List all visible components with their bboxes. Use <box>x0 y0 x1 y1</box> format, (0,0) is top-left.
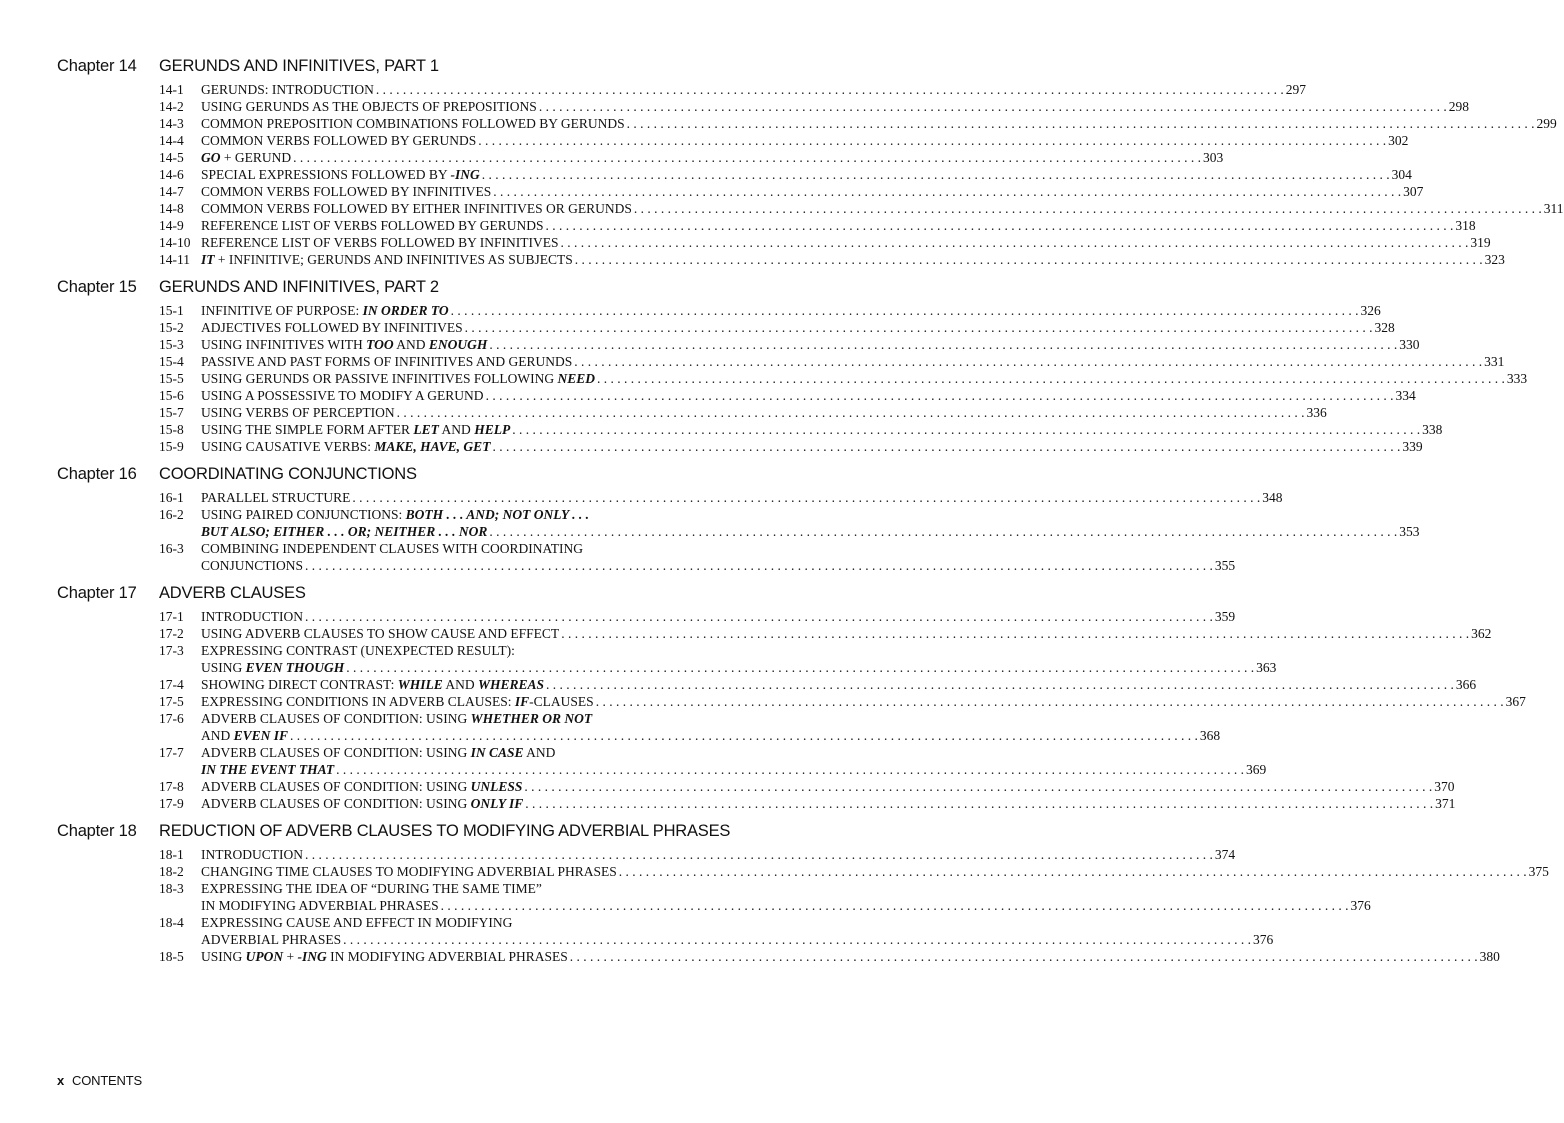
entry-text: -CLAUSES <box>529 694 594 709</box>
section-list <box>159 302 1528 455</box>
entry-text: COMMON VERBS FOLLOWED BY INFINITIVES <box>201 184 492 199</box>
chapter-title: ADVERB CLAUSES <box>159 584 306 602</box>
toc-entry[interactable] <box>159 183 1424 200</box>
dot-leader <box>305 557 1213 574</box>
page-ref: 298 <box>1448 99 1469 114</box>
section-number: 15-5 <box>159 371 184 386</box>
entry-title-line <box>201 234 1491 251</box>
entry-title-line <box>201 438 1423 455</box>
chapter-label: Chapter 15 <box>57 278 137 296</box>
section-number: 18-3 <box>159 881 184 896</box>
entry-text: INFINITIVE OF PURPOSE: <box>201 303 363 318</box>
toc-entry[interactable] <box>159 778 1455 795</box>
section-number: 14-10 <box>159 235 191 250</box>
toc-entry[interactable] <box>159 115 1557 132</box>
section-number: 17-5 <box>159 694 184 709</box>
footer-section-label: CONTENTS <box>72 1073 142 1088</box>
section-number: 17-4 <box>159 677 184 692</box>
entry-title-line <box>201 302 1381 319</box>
entry-text: USING A POSSESSIVE TO MODIFY A GERUND <box>201 388 484 403</box>
toc-entry[interactable] <box>159 353 1505 370</box>
toc-entry[interactable] <box>159 880 1371 914</box>
emphasized-term: HELP <box>474 422 511 437</box>
emphasized-term: MAKE, HAVE, GET <box>374 439 491 454</box>
chapter-heading <box>57 821 747 841</box>
entry-text: USING GERUNDS OR PASSIVE INFINITIVES FOLLOWING <box>201 371 558 386</box>
page-ref: 380 <box>1479 949 1500 964</box>
emphasized-term: EVEN THOUGH <box>245 660 345 675</box>
entry-text: + GERUND <box>220 150 292 165</box>
entry-text: INTRODUCTION <box>201 609 303 624</box>
entry-text: USING VERBS OF PERCEPTION <box>201 405 395 420</box>
page-ref: 323 <box>1484 252 1505 267</box>
entry-title-line <box>201 336 1420 353</box>
entry-title-line <box>201 166 1412 183</box>
emphasized-term: NEED <box>557 371 596 386</box>
toc-entry[interactable] <box>159 166 1412 183</box>
toc-entry[interactable] <box>159 676 1477 693</box>
dot-leader <box>290 727 1198 744</box>
entry-text: COMMON VERBS FOLLOWED BY EITHER INFINITIVES OR GERUNDS <box>201 201 632 216</box>
page-number: x <box>57 1073 65 1088</box>
toc-entry[interactable] <box>159 421 1443 438</box>
page-ref: 328 <box>1374 320 1395 335</box>
dot-leader <box>574 353 1482 370</box>
dot-leader <box>597 370 1505 387</box>
entry-title-line <box>201 557 1236 574</box>
section-number: 17-7 <box>159 745 184 760</box>
entry-text: COMMON PREPOSITION COMBINATIONS FOLLOWED BY GERUNDS <box>201 116 625 131</box>
section-number: 14-5 <box>159 150 184 165</box>
dot-leader <box>482 166 1390 183</box>
entry-text: SHOWING DIRECT CONTRAST: <box>201 677 398 692</box>
entry-text: + <box>283 949 298 964</box>
page-ref: 367 <box>1505 694 1526 709</box>
entry-title-line <box>201 523 1420 540</box>
dot-leader <box>546 217 1454 234</box>
page-ref: 336 <box>1306 405 1327 420</box>
dot-leader <box>561 234 1469 251</box>
section-number: 14-3 <box>159 116 184 131</box>
entry-text: IN MODIFYING ADVERBIAL PHRASES <box>326 949 568 964</box>
page-ref: 302 <box>1388 133 1409 148</box>
section-number: 15-2 <box>159 320 184 335</box>
entry-text: PASSIVE AND PAST FORMS OF INFINITIVES AND GERUNDS <box>201 354 573 369</box>
toc-entry[interactable] <box>159 506 1420 540</box>
page-ref: 362 <box>1471 626 1492 641</box>
section-number: 18-2 <box>159 864 184 879</box>
entry-text: EXPRESSING CONTRAST (UNEXPECTED RESULT): <box>201 643 515 658</box>
dot-leader <box>570 948 1478 965</box>
chapter-title: REDUCTION OF ADVERB CLAUSES TO MODIFYING ADVERBIAL PHRASES <box>159 822 731 840</box>
page-ref: 311 <box>1543 201 1564 216</box>
entry-title-line <box>201 659 1277 676</box>
entry-title-line <box>201 676 1477 693</box>
chapter-label: Chapter 18 <box>57 822 137 840</box>
dot-leader <box>627 115 1535 132</box>
entry-text: USING <box>201 949 246 964</box>
entry-title-line <box>201 710 747 727</box>
section-number: 17-9 <box>159 796 184 811</box>
page-ref: 355 <box>1214 558 1236 573</box>
toc-entry[interactable] <box>159 404 1327 421</box>
section-number: 18-1 <box>159 847 184 862</box>
page-ref: 371 <box>1435 796 1456 811</box>
toc-entry[interactable] <box>159 863 1549 880</box>
toc-entry[interactable] <box>159 149 1224 166</box>
section-number: 14-4 <box>159 133 184 148</box>
emphasized-term: TOO <box>366 337 394 352</box>
dot-leader <box>305 846 1213 863</box>
page-ref: 331 <box>1484 354 1505 369</box>
toc-entry[interactable] <box>159 217 1476 234</box>
page-ref: 353 <box>1399 524 1420 539</box>
emphasized-term: WHILE <box>397 677 443 692</box>
entry-title-line <box>201 353 1505 370</box>
dot-leader <box>336 761 1244 778</box>
entry-title-line <box>201 183 1424 200</box>
toc-entry[interactable] <box>159 81 1306 98</box>
toc-entry[interactable] <box>159 251 1505 268</box>
chapter-heading <box>57 277 747 297</box>
emphasized-term: UNLESS <box>470 779 523 794</box>
emphasized-term: WHETHER OR NOT <box>470 711 593 726</box>
page-ref: 376 <box>1350 898 1371 913</box>
chapter-label: Chapter 17 <box>57 584 137 602</box>
toc-entry[interactable] <box>159 438 1423 455</box>
entry-title-line <box>201 370 1528 387</box>
entry-text: CHANGING TIME CLAUSES TO MODIFYING ADVERBIAL PHRASES <box>201 864 617 879</box>
entry-title-line <box>201 404 1327 421</box>
toc-entry[interactable] <box>159 948 1500 965</box>
toc-entry[interactable] <box>159 846 1236 863</box>
toc-entry[interactable] <box>159 795 1456 812</box>
emphasized-term: BUT ALSO; EITHER . . . OR; NEITHER . . . NOR <box>201 524 488 539</box>
section-list <box>159 489 1420 574</box>
entry-text: GERUNDS: INTRODUCTION <box>201 82 374 97</box>
section-number: 15-7 <box>159 405 184 420</box>
section-number: 14-6 <box>159 167 184 182</box>
entry-title-line <box>201 608 1236 625</box>
entry-text: ADVERB CLAUSES OF CONDITION: USING <box>201 779 471 794</box>
section-number: 17-6 <box>159 711 184 726</box>
toc-entry[interactable] <box>159 744 1267 778</box>
section-number: 17-2 <box>159 626 184 641</box>
entry-text: AND <box>393 337 429 352</box>
table-of-contents <box>57 56 1564 974</box>
entry-text: IN MODIFYING ADVERBIAL PHRASES <box>201 898 439 913</box>
section-number: 14-11 <box>159 252 190 267</box>
dot-leader <box>546 676 1454 693</box>
page-ref: 333 <box>1506 371 1528 386</box>
emphasized-term: WHEREAS <box>478 677 545 692</box>
section-number: 17-1 <box>159 609 184 624</box>
dot-leader <box>343 931 1251 948</box>
dot-leader <box>486 387 1394 404</box>
entry-text: USING <box>201 660 246 675</box>
toc-entry[interactable] <box>159 625 1492 642</box>
page-ref: 376 <box>1253 932 1274 947</box>
entry-text: AND <box>201 728 234 743</box>
dot-leader <box>293 149 1201 166</box>
dot-leader <box>525 795 1433 812</box>
entry-title-line <box>201 319 1395 336</box>
entry-title-line <box>201 81 1306 98</box>
dot-leader <box>539 98 1447 115</box>
emphasized-term: GO <box>201 150 221 165</box>
emphasized-term: -ING <box>297 949 327 964</box>
emphasized-term: IF <box>514 694 530 709</box>
entry-title-line <box>201 149 1224 166</box>
toc-entry[interactable] <box>159 370 1528 387</box>
page-footer <box>57 1073 142 1088</box>
page-ref: 369 <box>1246 762 1267 777</box>
section-number: 15-1 <box>159 303 184 318</box>
entry-text: + INFINITIVE; GERUNDS AND INFINITIVES AS SUBJECTS <box>214 252 573 267</box>
entry-title-line <box>201 948 1500 965</box>
chapter-section <box>57 821 1549 965</box>
entry-text: ADJECTIVES FOLLOWED BY INFINITIVES <box>201 320 463 335</box>
dot-leader <box>305 608 1213 625</box>
dot-leader <box>489 336 1397 353</box>
page-ref: 374 <box>1214 847 1236 862</box>
entry-title-line <box>201 778 1455 795</box>
dot-leader <box>346 659 1254 676</box>
emphasized-term: LET <box>413 422 439 437</box>
entry-text: AND <box>438 422 475 437</box>
page-ref: 303 <box>1203 150 1224 165</box>
page-ref: 339 <box>1402 439 1423 454</box>
chapter-section <box>57 464 1420 574</box>
dot-leader <box>493 183 1401 200</box>
page-ref: 348 <box>1262 490 1283 505</box>
entry-title-line <box>201 863 1549 880</box>
entry-text: USING GERUNDS AS THE OBJECTS OF PREPOSITIONS <box>201 99 537 114</box>
entry-text: INTRODUCTION <box>201 847 303 862</box>
entry-title-line <box>201 200 1564 217</box>
entry-text: PARALLEL STRUCTURE <box>201 490 351 505</box>
entry-title-line <box>201 795 1456 812</box>
dot-leader <box>512 421 1420 438</box>
dot-leader <box>619 863 1527 880</box>
entry-title-line <box>201 115 1557 132</box>
entry-title-line <box>201 489 1283 506</box>
emphasized-term: UPON <box>245 949 284 964</box>
toc-entry[interactable] <box>159 710 1221 744</box>
entry-text: EXPRESSING CAUSE AND EFFECT IN MODIFYING <box>201 915 513 930</box>
section-list <box>159 81 1564 268</box>
section-list <box>159 846 1549 965</box>
chapter-title: GERUNDS AND INFINITIVES, PART 1 <box>159 57 439 75</box>
entry-text: EXPRESSING THE IDEA OF “DURING THE SAME TIME” <box>201 881 542 896</box>
entry-title-line <box>201 880 747 897</box>
dot-leader <box>352 489 1260 506</box>
toc-entry[interactable] <box>159 387 1416 404</box>
entry-text: USING INFINITIVES WITH <box>201 337 367 352</box>
entry-text: EXPRESSING CONDITIONS IN ADVERB CLAUSES: <box>201 694 515 709</box>
section-number: 15-3 <box>159 337 184 352</box>
page-ref: 359 <box>1214 609 1236 624</box>
emphasized-term: EVEN IF <box>233 728 289 743</box>
entry-title-line <box>201 132 1409 149</box>
page-ref: 366 <box>1455 677 1477 692</box>
entry-title-line <box>201 625 1492 642</box>
toc-entry[interactable] <box>159 98 1469 115</box>
section-number: 14-8 <box>159 201 184 216</box>
dot-leader <box>376 81 1284 98</box>
emphasized-term: BOTH . . . AND; NOT ONLY . . . <box>405 507 590 522</box>
page-ref: 307 <box>1403 184 1424 199</box>
chapter-heading <box>57 56 747 76</box>
section-number: 15-4 <box>159 354 184 369</box>
section-number: 15-9 <box>159 439 184 454</box>
entry-text: ADVERB CLAUSES OF CONDITION: USING <box>201 796 471 811</box>
page-ref: 297 <box>1285 82 1306 97</box>
entry-text: USING THE SIMPLE FORM AFTER <box>201 422 414 437</box>
entry-text: AND <box>523 745 556 760</box>
dot-leader <box>596 693 1504 710</box>
entry-title-line <box>201 98 1469 115</box>
section-number: 17-3 <box>159 643 184 658</box>
emphasized-term: IN ORDER TO <box>362 303 449 318</box>
section-number: 14-2 <box>159 99 184 114</box>
emphasized-term: ONLY IF <box>470 796 524 811</box>
chapter-heading <box>57 583 747 603</box>
chapter-label: Chapter 16 <box>57 465 137 483</box>
entry-title-line <box>201 540 747 557</box>
dot-leader <box>451 302 1359 319</box>
chapter-label: Chapter 14 <box>57 57 137 75</box>
section-number: 17-8 <box>159 779 184 794</box>
dot-leader <box>575 251 1483 268</box>
section-number: 14-1 <box>159 82 184 97</box>
entry-text: COMBINING INDEPENDENT CLAUSES WITH COORDINATING <box>201 541 583 556</box>
entry-text: ADVERBIAL PHRASES <box>201 932 342 947</box>
dot-leader <box>441 897 1349 914</box>
page-ref: 370 <box>1434 779 1455 794</box>
page-ref: 338 <box>1422 422 1443 437</box>
section-number: 16-3 <box>159 541 184 556</box>
toc-entry[interactable] <box>159 132 1409 149</box>
toc-entry[interactable] <box>159 540 1236 574</box>
entry-text: ADVERB CLAUSES OF CONDITION: USING <box>201 745 471 760</box>
entry-text: SPECIAL EXPRESSIONS FOLLOWED BY <box>201 167 451 182</box>
entry-title-line <box>201 846 1236 863</box>
entry-text: CONJUNCTIONS <box>201 558 304 573</box>
section-number: 14-7 <box>159 184 184 199</box>
toc-entry[interactable] <box>159 914 1274 948</box>
chapter-section <box>57 583 1526 812</box>
entry-title-line <box>201 506 747 523</box>
toc-entry[interactable] <box>159 234 1491 251</box>
toc-entry[interactable] <box>159 608 1236 625</box>
entry-title-line <box>201 387 1416 404</box>
page-ref: 363 <box>1256 660 1277 675</box>
entry-title-line <box>201 761 1267 778</box>
chapter-section <box>57 56 1564 268</box>
emphasized-term: IN CASE <box>470 745 524 760</box>
entry-text: AND <box>442 677 478 692</box>
page-ref: 375 <box>1528 864 1549 879</box>
entry-text: REFERENCE LIST OF VERBS FOLLOWED BY INFINITIVES <box>201 235 559 250</box>
page-ref: 304 <box>1391 167 1412 182</box>
toc-entry[interactable] <box>159 319 1395 336</box>
chapter-heading <box>57 464 747 484</box>
entry-title-line <box>201 642 747 659</box>
entry-title-line <box>201 897 1371 914</box>
section-number: 16-1 <box>159 490 184 505</box>
page-ref: 330 <box>1399 337 1420 352</box>
chapter-section <box>57 277 1528 455</box>
section-number: 16-2 <box>159 507 184 522</box>
emphasized-term: IN THE EVENT THAT <box>201 762 335 777</box>
entry-title-line <box>201 217 1476 234</box>
emphasized-term: IT <box>201 252 215 267</box>
toc-entry[interactable] <box>159 642 1277 676</box>
section-number: 15-8 <box>159 422 184 437</box>
entry-text: COMMON VERBS FOLLOWED BY GERUNDS <box>201 133 477 148</box>
page-ref: 318 <box>1455 218 1476 233</box>
chapter-title: COORDINATING CONJUNCTIONS <box>159 465 417 483</box>
entry-title-line <box>201 421 1443 438</box>
dot-leader <box>561 625 1469 642</box>
entry-text: USING ADVERB CLAUSES TO SHOW CAUSE AND EFFECT <box>201 626 560 641</box>
dot-leader <box>478 132 1386 149</box>
toc-entry[interactable] <box>159 693 1526 710</box>
dot-leader <box>634 200 1542 217</box>
section-list <box>159 608 1526 812</box>
entry-title-line <box>201 727 1221 744</box>
entry-title-line <box>201 744 747 761</box>
page-ref: 368 <box>1199 728 1221 743</box>
toc-entry[interactable] <box>159 489 1283 506</box>
section-number: 15-6 <box>159 388 184 403</box>
emphasized-term: -ING <box>450 167 480 182</box>
dot-leader <box>397 404 1305 421</box>
page-ref: 319 <box>1470 235 1491 250</box>
page-ref: 299 <box>1536 116 1557 131</box>
dot-leader <box>492 438 1400 455</box>
toc-entry[interactable] <box>159 302 1381 319</box>
section-number: 18-5 <box>159 949 184 964</box>
entry-title-line <box>201 931 1274 948</box>
entry-text: REFERENCE LIST OF VERBS FOLLOWED BY GERUNDS <box>201 218 544 233</box>
dot-leader <box>524 778 1432 795</box>
entry-text: ADVERB CLAUSES OF CONDITION: USING <box>201 711 471 726</box>
entry-title-line <box>201 914 747 931</box>
entry-text: USING CAUSATIVE VERBS: <box>201 439 375 454</box>
section-number: 14-9 <box>159 218 184 233</box>
chapter-title: GERUNDS AND INFINITIVES, PART 2 <box>159 278 439 296</box>
toc-entry[interactable] <box>159 336 1420 353</box>
entry-title-line <box>201 693 1526 710</box>
emphasized-term: ENOUGH <box>428 337 488 352</box>
entry-text: USING PAIRED CONJUNCTIONS: <box>201 507 406 522</box>
dot-leader <box>489 523 1397 540</box>
page-ref: 326 <box>1360 303 1381 318</box>
section-number: 18-4 <box>159 915 184 930</box>
entry-title-line <box>201 251 1505 268</box>
dot-leader <box>465 319 1373 336</box>
toc-entry[interactable] <box>159 200 1564 217</box>
page-ref: 334 <box>1395 388 1416 403</box>
